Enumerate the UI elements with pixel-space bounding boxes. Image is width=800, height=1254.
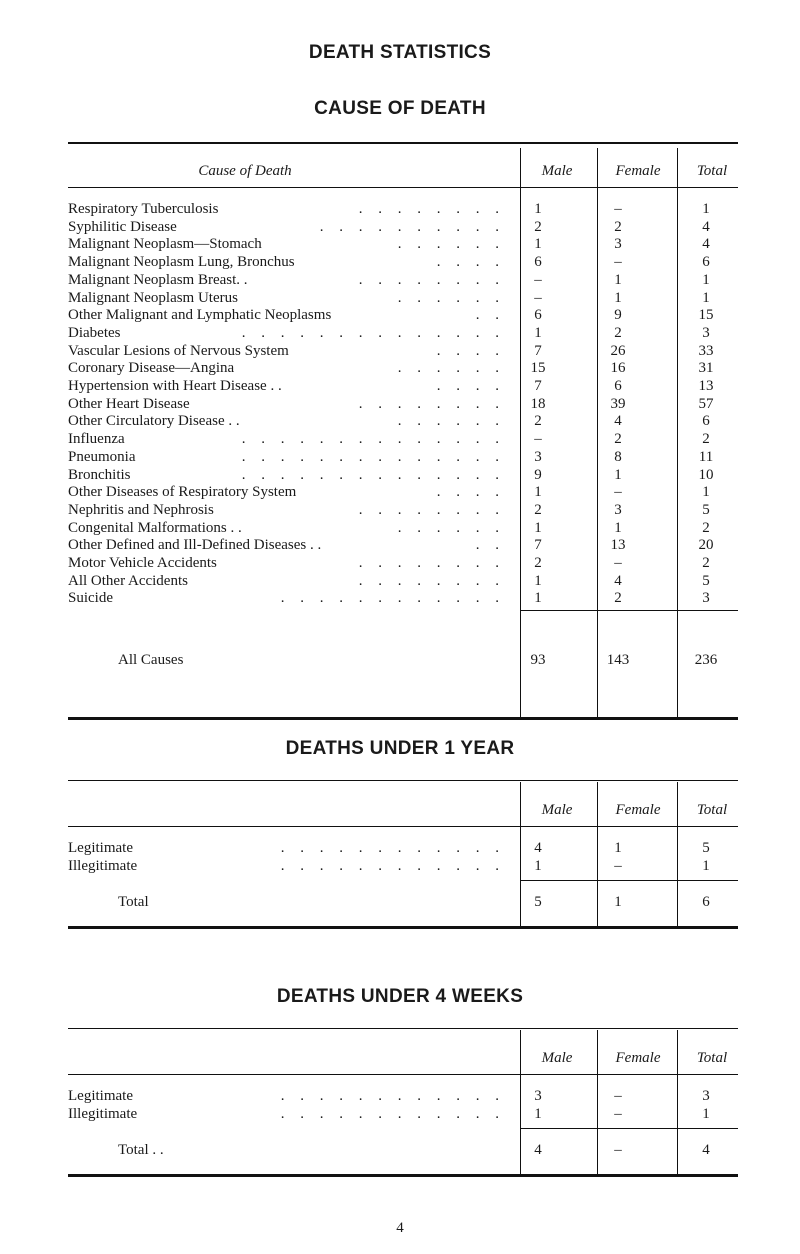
row-label: Influenza (68, 431, 125, 448)
cell-male: 9 (534, 466, 542, 483)
cell-male: 1 (534, 519, 542, 536)
total-label: Total (118, 894, 149, 910)
header-total: Total (696, 802, 728, 818)
cell-female: 1 (614, 271, 622, 288)
cell-female: 2 (614, 431, 622, 448)
row-dots: . . . . . . . . (358, 555, 505, 571)
cell-female: 3 (614, 236, 622, 253)
cell-total: 1 (702, 289, 710, 306)
row-label: Suicide (68, 590, 113, 607)
cell-male: 1 (534, 236, 542, 253)
cell-male: – (534, 289, 542, 306)
cell-female: – (614, 1106, 622, 1122)
cell-total: 3 (702, 590, 710, 607)
cell-female: 4 (614, 413, 622, 430)
table-bottom-rule (68, 717, 738, 720)
cell-male: 1 (534, 858, 542, 874)
row-label: Illegitimate (68, 1106, 138, 1122)
cell-male: 1 (534, 324, 542, 341)
header-underline-num (520, 187, 738, 188)
row-dots: . . . . . . (397, 236, 505, 253)
cell-total: 33 (698, 342, 714, 359)
header-underline (68, 826, 738, 827)
row-label: Illegitimate (68, 858, 138, 874)
cell-female: 26 (610, 342, 626, 359)
cell-male: 18 (530, 395, 546, 412)
cell-female: 1 (614, 519, 622, 536)
cell-total: 3 (702, 324, 710, 341)
row-label: Other Circulatory Disease . . (68, 413, 240, 430)
row-dots: . . . . . . . . . . . . . . (241, 448, 505, 465)
header-female: Female (615, 163, 661, 179)
cell-total: 2 (702, 431, 710, 448)
cell-total: 4 (702, 236, 710, 253)
cell-total: 2 (702, 555, 710, 571)
page-number: 4 (396, 1220, 404, 1236)
row-label: Other Defined and Ill-Defined Diseases . . (68, 537, 322, 554)
row-dots: . . . . . . . . . . (319, 218, 505, 235)
header-total: Total (696, 1050, 728, 1066)
cell-total: 2 (702, 519, 710, 536)
cell-total: 10 (698, 466, 714, 483)
row-label: Nephritis and Nephrosis (68, 501, 214, 518)
header-male: Male (541, 1050, 573, 1066)
cell-female: 13 (610, 537, 626, 554)
cell-male: 2 (534, 501, 542, 518)
row-label: Hypertension with Heart Disease . . (68, 378, 282, 394)
total-total: 236 (694, 652, 718, 668)
header-total: Total (696, 163, 728, 179)
row-dots: . . . . . . . . . . . . . . (241, 324, 505, 341)
cell-total: 5 (702, 501, 710, 518)
row-label: Coronary Disease—Angina (68, 360, 235, 377)
cell-male: – (534, 271, 542, 288)
cell-total: 6 (702, 254, 710, 271)
header-underline (68, 1074, 738, 1075)
cell-male: 7 (534, 378, 542, 394)
table-top-rule (68, 1028, 738, 1029)
cell-female: – (614, 858, 622, 874)
subtotal-rule (520, 880, 738, 881)
cell-male: 7 (534, 342, 542, 359)
cell-male: 7 (534, 537, 542, 554)
cell-male: 3 (534, 1088, 542, 1104)
row-label: Malignant Neoplasm Uterus (68, 289, 238, 306)
cell-female: – (614, 201, 622, 217)
row-label: Pneumonia (68, 448, 136, 465)
cell-female: 9 (614, 307, 622, 324)
cell-male: 2 (534, 413, 542, 430)
cell-total: 4 (702, 218, 710, 235)
total-male: 93 (530, 652, 546, 668)
main-title: DEATH STATISTICS (308, 42, 492, 63)
total-female: – (614, 1142, 622, 1158)
total-total: 4 (702, 1142, 710, 1158)
table-bottom-rule (68, 1174, 738, 1177)
row-dots: . . . . . . (397, 519, 505, 536)
row-dots: . . (475, 537, 505, 554)
table-bottom-rule (68, 926, 738, 929)
row-dots: . . . . . . . . . . . . (280, 840, 505, 856)
header-cause: Cause of Death (198, 163, 292, 179)
cell-female: 39 (610, 395, 626, 412)
row-dots: . . . . . . . . . . . . (280, 1106, 505, 1122)
cell-female: 3 (614, 501, 622, 518)
cell-female: 1 (614, 289, 622, 306)
cell-female: 2 (614, 324, 622, 341)
cell-total: 1 (702, 201, 710, 217)
row-dots: . . (475, 307, 505, 324)
row-dots: . . . . . . . . (358, 271, 505, 288)
subtotal-rule (520, 1128, 738, 1129)
row-dots: . . . . (436, 342, 505, 359)
col-divider-3 (677, 148, 678, 718)
row-label: Respiratory Tuberculosis (68, 201, 219, 217)
cell-total: 11 (698, 448, 714, 465)
cell-female: 16 (610, 360, 626, 377)
row-label: Legitimate (68, 1088, 133, 1104)
cell-total: 5 (702, 840, 710, 856)
cell-total: 57 (698, 395, 714, 412)
row-label: Vascular Lesions of Nervous System (68, 342, 289, 359)
row-label: Legitimate (68, 840, 133, 856)
row-dots: . . . . . . . . (358, 395, 505, 412)
header-underline (68, 187, 520, 188)
row-dots: . . . . . . (397, 289, 505, 306)
row-label: Motor Vehicle Accidents (68, 555, 217, 571)
cell-female: 1 (614, 466, 622, 483)
cell-female: – (614, 1088, 622, 1104)
cell-female: 8 (614, 448, 622, 465)
cell-total: 20 (698, 537, 714, 554)
row-dots: . . . . . . . . . . . . (280, 590, 505, 607)
row-dots: . . . . . . . . (358, 201, 505, 217)
cell-total: 15 (698, 307, 714, 324)
cell-male: 4 (534, 840, 542, 856)
cell-male: 2 (534, 555, 542, 571)
cell-total: 1 (702, 858, 710, 874)
cell-total: 6 (702, 413, 710, 430)
cell-male: 1 (534, 590, 542, 607)
cell-total: 1 (702, 1106, 710, 1122)
cell-female: – (614, 484, 622, 501)
cell-male: 3 (534, 448, 542, 465)
row-label: Malignant Neoplasm Lung, Bronchus (68, 254, 295, 271)
cell-female: 1 (614, 840, 622, 856)
total-female: 1 (614, 894, 622, 910)
total-total: 6 (702, 894, 710, 910)
cell-total: 1 (702, 484, 710, 501)
cell-male: 15 (530, 360, 546, 377)
cell-male: 6 (534, 307, 542, 324)
header-female: Female (615, 1050, 661, 1066)
cell-male: 2 (534, 218, 542, 235)
row-dots: . . . . (436, 484, 505, 501)
table-top-rule (68, 142, 738, 144)
cell-total: 3 (702, 1088, 710, 1104)
row-dots: . . . . . . . . (358, 572, 505, 589)
total-female: 143 (606, 652, 630, 668)
cell-male: 1 (534, 201, 542, 217)
cell-female: 4 (614, 572, 622, 589)
col-divider-3 (677, 1030, 678, 1174)
row-label: Congenital Malformations . . (68, 519, 242, 536)
cell-male: 1 (534, 572, 542, 589)
row-dots: . . . . (436, 254, 505, 271)
cell-female: 2 (614, 590, 622, 607)
cell-total: 31 (698, 360, 714, 377)
row-dots: . . . . . . . . (358, 501, 505, 518)
row-dots: . . . . . . (397, 413, 505, 430)
cell-total: 1 (702, 271, 710, 288)
deaths-under-year-title: DEATHS UNDER 1 YEAR (285, 738, 515, 759)
cause-of-death-title: CAUSE OF DEATH (314, 98, 486, 119)
cell-total: 5 (702, 572, 710, 589)
row-label: Other Malignant and Lymphatic Neoplasms (68, 307, 332, 324)
row-label: Bronchitis (68, 466, 131, 483)
row-dots: . . . . . . . . . . . . . . (241, 431, 505, 448)
deaths-under-weeks-title: DEATHS UNDER 4 WEEKS (276, 986, 524, 1007)
total-male: 5 (534, 894, 542, 910)
row-label: Other Diseases of Respiratory System (68, 484, 297, 501)
cell-female: 2 (614, 218, 622, 235)
row-dots: . . . . . . . . . . . . (280, 858, 505, 874)
total-label: Total . . (118, 1142, 164, 1158)
row-dots: . . . . . . (397, 360, 505, 377)
table-top-rule (68, 780, 738, 781)
cell-male: 6 (534, 254, 542, 271)
subtotal-rule (520, 610, 738, 611)
cell-male: – (534, 431, 542, 448)
cell-female: – (614, 254, 622, 271)
cell-male: 1 (534, 484, 542, 501)
header-male: Male (541, 802, 573, 818)
header-female: Female (615, 802, 661, 818)
cell-total: 13 (698, 378, 714, 394)
row-dots: . . . . . . . . . . . . (280, 1088, 505, 1104)
total-label: All Causes (118, 652, 184, 668)
header-male: Male (541, 163, 573, 179)
total-male: 4 (534, 1142, 542, 1158)
cell-female: – (614, 555, 622, 571)
row-label: All Other Accidents (68, 572, 188, 589)
row-label: Syphilitic Disease (68, 218, 177, 235)
row-dots: . . . . (436, 378, 505, 394)
cell-female: 6 (614, 378, 622, 394)
row-dots: . . . . . . . . . . . . . . (241, 466, 505, 483)
col-divider-3 (677, 782, 678, 926)
row-label: Malignant Neoplasm Breast. . (68, 271, 248, 288)
cell-male: 1 (534, 1106, 542, 1122)
row-label: Diabetes (68, 324, 121, 341)
row-label: Malignant Neoplasm—Stomach (68, 236, 262, 253)
row-label: Other Heart Disease (68, 395, 190, 412)
